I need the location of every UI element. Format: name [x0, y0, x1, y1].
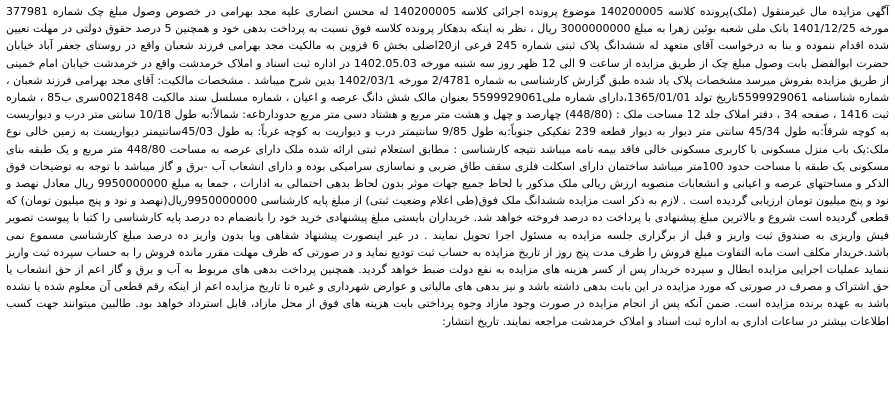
auction-notice-text: آگهی مزایده مال غیرمنقول (ملک)پرونده کلاسه 140200005 موضوع پرونده اجرائی کلاسه 140200005 له محسن انصاری علیه مجد بهرامی در خصوص وصول مبلغ چک شماره 377981 مورخه 1401/12/25 بانک ملی شعبه بوئین زهرا به مبلغ 3000000000 ریال ، نظر به اینکه بدهکار پرونده کلاسه فوق نسبت به پرداخت بدهی خود و همچنین 5 درصد حقوق دولتی در مهلت تعیین شده اقدام ننموده و بنا به درخواست آقای متعهد له ششدانگ پلاک ثبتی شماره 245 فرعی از20اصلی بخش 6 قزوین به مالکیت مجد بهرامی فرزند شعبان واقع در روستای جعفر آباد خیابان حضرت ابوالفضل بابت وصول مبلغ چک از طریق مزایده از ساعت 9 الی 12 ظهر روز سه شنبه مورخه 1402.05.03 در اداره ثبت اسناد و املاک خرمدشت واقع در خرمدشت خیابان امام خمینی از طریق مزایده بفروش میرسد مشخصات پلاک یاد شده طبق گزارش کارشناسی به شماره 2/4781 مورخه 1402/03/1 بدین شرح میباشد . مشخصات مالکیت: آقای مجد بهرامی فرزند شعبان ، شماره شناسنامه 5599929061تاریخ تولد 1365/01/01،دارای شماره ملی5599929061 بعنوان مالک شش دانگ عرصه و اعیان ، شماره مسلسل سند مالکیت 0021848سری ب85 ، شماره ثبت 1416 ، صفحه 34 ، دفتر املاک جلد 12 مساحت ملک : (448/80) چهارصد و چهل و هشت متر مربع و هشتاد دسی متر مربع حدودارbعه: شمالاً:به طول 10/18 سانتی متر درب و دیواریست به کوچه شرقاً:به طول 45/34 سانتی متر دیوار به دیوار قطعه 239 تفکیکی جنوباً:به طول 9/85 سانتیمتر درب و دیواریت به کوچه غرباً: به طول 45/03سانتیمتر دیواریست به زمین خالی نوع ملک:یک باب منزل مسکونی با کاربری مسکونی خالی فاقد بیمه نامه میباشد نتیجه کارشناسی : مطابق استعلام ثبتی ارائه شده ملک دارای عرصه به مساحت 448/80 متر مربع و یک طبقه بنای مسکونی یک طبقه با مساحت حدود 100متر میباشد ساختمان دارای اسکلت فلزی سقف طاق ضربی و نماسازی سرامیکی بوده و دارای انشعاب آب -برق و گاز میباشد با توجه به توضیحات فوق الذکر و مساحتهای عرصه و اعیانی و انشعابات منصوبه ارزش ریالی ملک مذکور با لحاظ جمیع جهات موثر بدون لحاظ بدهی احتمالی به ادارات ، جمعا به مبلغ 9950000000 ریال معادل نهصد و نود و پنج میلیون تومان ارزیابی گردیده است . لازم به ذکر است مزایده ششدانگ ملک فوق(طی اعلام وضعیت ثبتی) از مبلغ پایه کارشناسی 9950000000ریال(نهصد و نود و پنج میلیون تومان) که قطعی گردیده است شروع و بالاترین مبلغ پیشنهادی با پرداخت ده درصد فروخته خواهد شد. خریداران بایستی مبلغ پیشنهادی خرید خود را بانضمام ده درصد پایه کارشناسی را کتبا با پیوست تصویر فیش واریزی به صندوق ثبت واریز و قبل از برگزاری جلسه مزایده به مسئول اجرا تحویل نمایند . در غیر اینصورت پیشنهاد شفاهی ویا بدون واریز ده درصد مبلغ کارشناسی مسموع نمی باشد.خریدار مکلف است مابه التفاوت مبلغ فروش را ظرف مدت پنج روز از تاریخ مزایده به حساب ثبت تودیع نماید و در صورتی که ظرف مهلت مقرر مانده فروش را به حساب سپرده ثبت واریز ننماید عملیات اجرایی مزایده ابطال و سپرده خریدار پس از کسر هزینه های مزایده به نفع دولت ضبط خواهد گردید. همچنین پرداخت بدهی های مربوط به آب و برق و گاز اعم از حق انشعاب یا حق اشتراک و مصرف در صورتی که مورد مزایده در این بابت بدهی داشته باشد و نیز بدهی های مالیاتی و عوارض شهرداری و غیره تا تاریخ مزایده اعم از اینکه رقم قطعی آن معلوم شده یا نشده باشد به عهده برنده مزایده است. ضمن آنکه پس از انجام مزایده در صورت وجود مازاد وجوه پرداختی بابت هزینه های فوق از محل مازاد، قابل استرداد خواهد بود. طالبین میتوانند جهت کسب اطلاعات بیشتر در ساعات اداری به اداره ثبت اسناد و املاک خرمدشت مراجعه نمایند. تاریخ انتشار:	[6, 5, 890, 328]
